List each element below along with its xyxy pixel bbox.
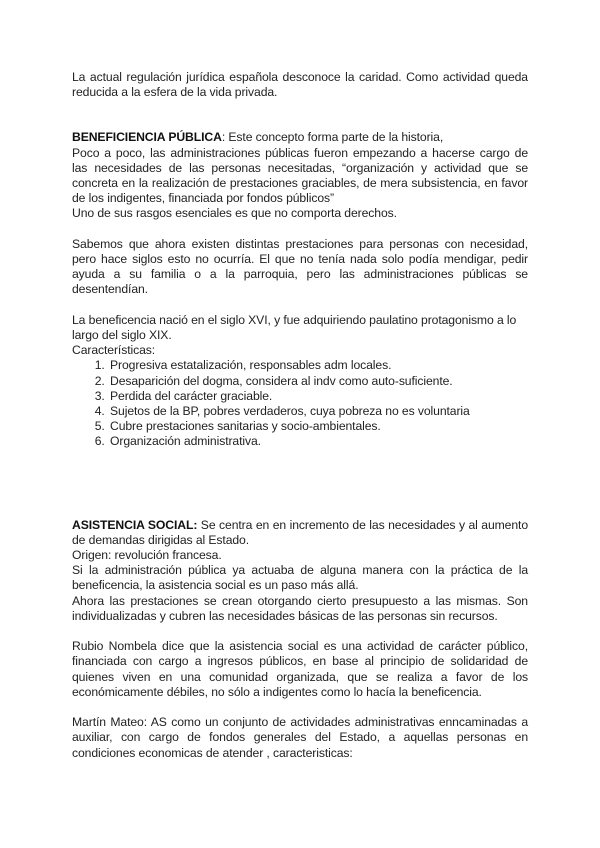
list-item: 4. Sujetos de la BP, pobres verdaderos, cuya pobreza no es voluntaria xyxy=(108,404,528,419)
list-item: 2. Desaparición del dogma, considera al indv como auto-suficiente. xyxy=(108,374,528,389)
intro-paragraph: La actual regulación jurídica española desconoce la caridad. Como actividad queda reducida a la esfera de la vida privada. xyxy=(72,70,528,100)
features-list xyxy=(72,358,528,449)
list-item: 6. Organización administrativa. xyxy=(108,434,528,449)
rubio-nombela-paragraph: Rubio Nombela dice que la asistencia social es una actividad de carácter público, financiada con cargo a ingresos públicos, en base al principio de solidaridad de quienes viven en una comunidad organizada, que se realiza a favor de los económicamente débiles, no sólo a indigentes como lo hacía la beneficencia. xyxy=(72,639,528,699)
asistencia-definition xyxy=(72,518,528,548)
list-item: 1. Progresiva estatalización, responsables adm locales. xyxy=(108,358,528,373)
asistencia-definition-text: Se centra en en incremento de las necesidades y al aumento de demandas dirigidas al Estado. xyxy=(72,517,528,547)
asistencia-origin: Origen: revolución francesa. xyxy=(72,548,222,563)
asistencia-paragraph-1: Si la administración pública ya actuaba de alguna manera con la práctica de la beneficencia, la asistencia social es un paso más allá. xyxy=(72,563,528,593)
beneficencia-definition xyxy=(72,130,528,145)
list-item: 5. Cubre prestaciones sanitarias y socio-ambientales. xyxy=(108,419,528,434)
beneficencia-paragraph-1: Poco a poco, las administraciones públicas fueron empezando a hacerse cargo de las necesidades de las personas necesitadas, “organización y actividad que se concreta en la realización de prestaciones graciables, de mera subsistencia, en favor de los indigentes, financiada por fondos públicos” xyxy=(72,145,528,206)
document-page xyxy=(72,70,528,761)
asistencia-heading: ASISTENCIA SOCIAL: xyxy=(72,517,198,532)
martin-mateo-paragraph: Martín Mateo: AS como un conjunto de actividades administrativas enncaminadas a auxiliar, con cargo de fondos generales del Estado, a aquellas personas en condiciones economicas de atender , caracteristicas: xyxy=(72,715,528,760)
list-item: 3. Perdida del carácter graciable. xyxy=(108,389,528,404)
beneficencia-paragraph-2: Uno de sus rasgos esenciales es que no comporta derechos. xyxy=(72,206,397,221)
beneficencia-paragraph-4: La beneficencia nació en el siglo XVI, y fue adquiriendo paulatino protagonismo a lo largo del siglo XIX. xyxy=(72,312,517,343)
beneficencia-definition-text: : Este concepto forma parte de la historia, xyxy=(221,130,444,145)
features-label: Características: xyxy=(72,343,156,358)
asistencia-paragraph-2: Ahora las prestaciones se crean otorgando cierto presupuesto a las mismas. Son individualizadas y cubren las necesidades básicas de las personas sin recursos. xyxy=(72,593,528,623)
beneficencia-heading: BENEFICIENCIA PÚBLICA xyxy=(72,130,222,145)
beneficencia-paragraph-3: Sabemos que ahora existen distintas prestaciones para personas con necesidad, pero hace siglos esto no ocurría. El que no tenía nada solo podía mendigar, pedir ayuda a su familia o a la parroquia, pero las administraciones públicas se desentendían. xyxy=(72,236,528,297)
